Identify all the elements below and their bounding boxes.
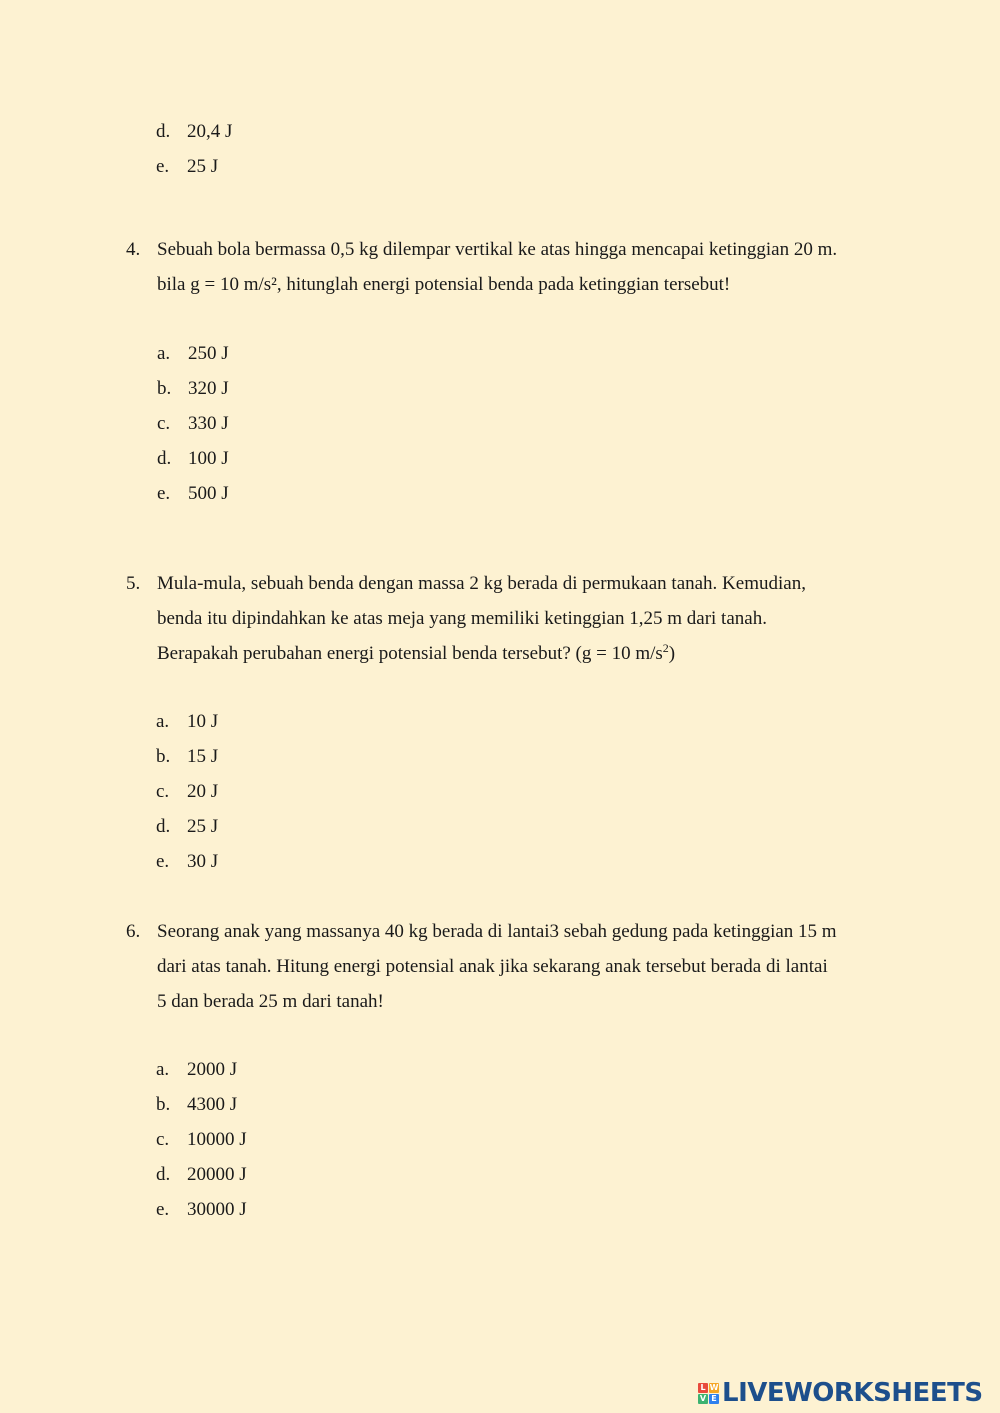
question-text: Berapakah perubahan energi potensial benda tersebut? (g = 10 $m/s^2$)	[157, 641, 676, 664]
logo-tile: W	[709, 1382, 719, 1392]
option-c[interactable]: c. 10000 J	[156, 1129, 247, 1150]
question-text: Seorang anak yang massanya 40 kg berada di lantai3 sebah gedung pada ketinggian 15 m	[157, 921, 837, 942]
question-text: dari atas tanah. Hitung energi potensial anak jika sekarang anak tersebut berada di lantai	[157, 956, 828, 977]
option-b[interactable]: b. 15 J	[156, 746, 219, 767]
logo-tile: L	[698, 1383, 708, 1393]
logo-tile: E	[709, 1394, 719, 1404]
option-e[interactable]: e. 500 J	[157, 483, 229, 504]
question-text: Mula-mula, sebuah benda dengan massa 2 kg berada di permukaan tanah. Kemudian,	[157, 573, 806, 594]
question-number: 6.	[126, 921, 141, 942]
option-b[interactable]: b. 320 J	[157, 378, 229, 399]
option-a[interactable]: a. 250 J	[157, 343, 229, 364]
logo-text: LIVEWORKSHEETS	[722, 1378, 983, 1408]
option-c[interactable]: c. 20 J	[156, 781, 219, 802]
question-text: 5 dan berada 25 m dari tanah!	[157, 991, 384, 1012]
option-d[interactable]: d. 100 J	[157, 448, 229, 469]
liveworksheets-logo	[698, 1378, 983, 1408]
question-number: 5.	[126, 573, 141, 594]
option-d[interactable]: d. 25 J	[156, 816, 219, 837]
option-b[interactable]: b. 4300 J	[156, 1094, 238, 1115]
question-text: bila g = 10 m/s², hitunglah energi potensial benda pada ketinggian tersebut!	[157, 274, 731, 295]
question-text: benda itu dipindahkan ke atas meja yang memiliki ketinggian 1,25 m dari tanah.	[157, 608, 767, 629]
question-text: Sebuah bola bermassa 0,5 kg dilempar vertikal ke atas hingga mencapai ketinggian 20 m.	[157, 239, 838, 260]
option-a[interactable]: a. 2000 J	[156, 1059, 238, 1080]
option-d[interactable]: d. 20000 J	[156, 1164, 247, 1185]
question-number: 4.	[126, 239, 141, 260]
option-d[interactable]: d. 20,4 J	[156, 121, 233, 142]
option-c[interactable]: c. 330 J	[157, 413, 229, 434]
option-e[interactable]: e. 30000 J	[156, 1199, 247, 1220]
option-a[interactable]: a. 10 J	[156, 711, 219, 732]
logo-tile: V	[699, 1393, 707, 1403]
logo-grid-icon	[698, 1383, 719, 1404]
option-e[interactable]: e. 30 J	[156, 851, 219, 872]
option-e[interactable]: e. 25 J	[156, 156, 219, 177]
